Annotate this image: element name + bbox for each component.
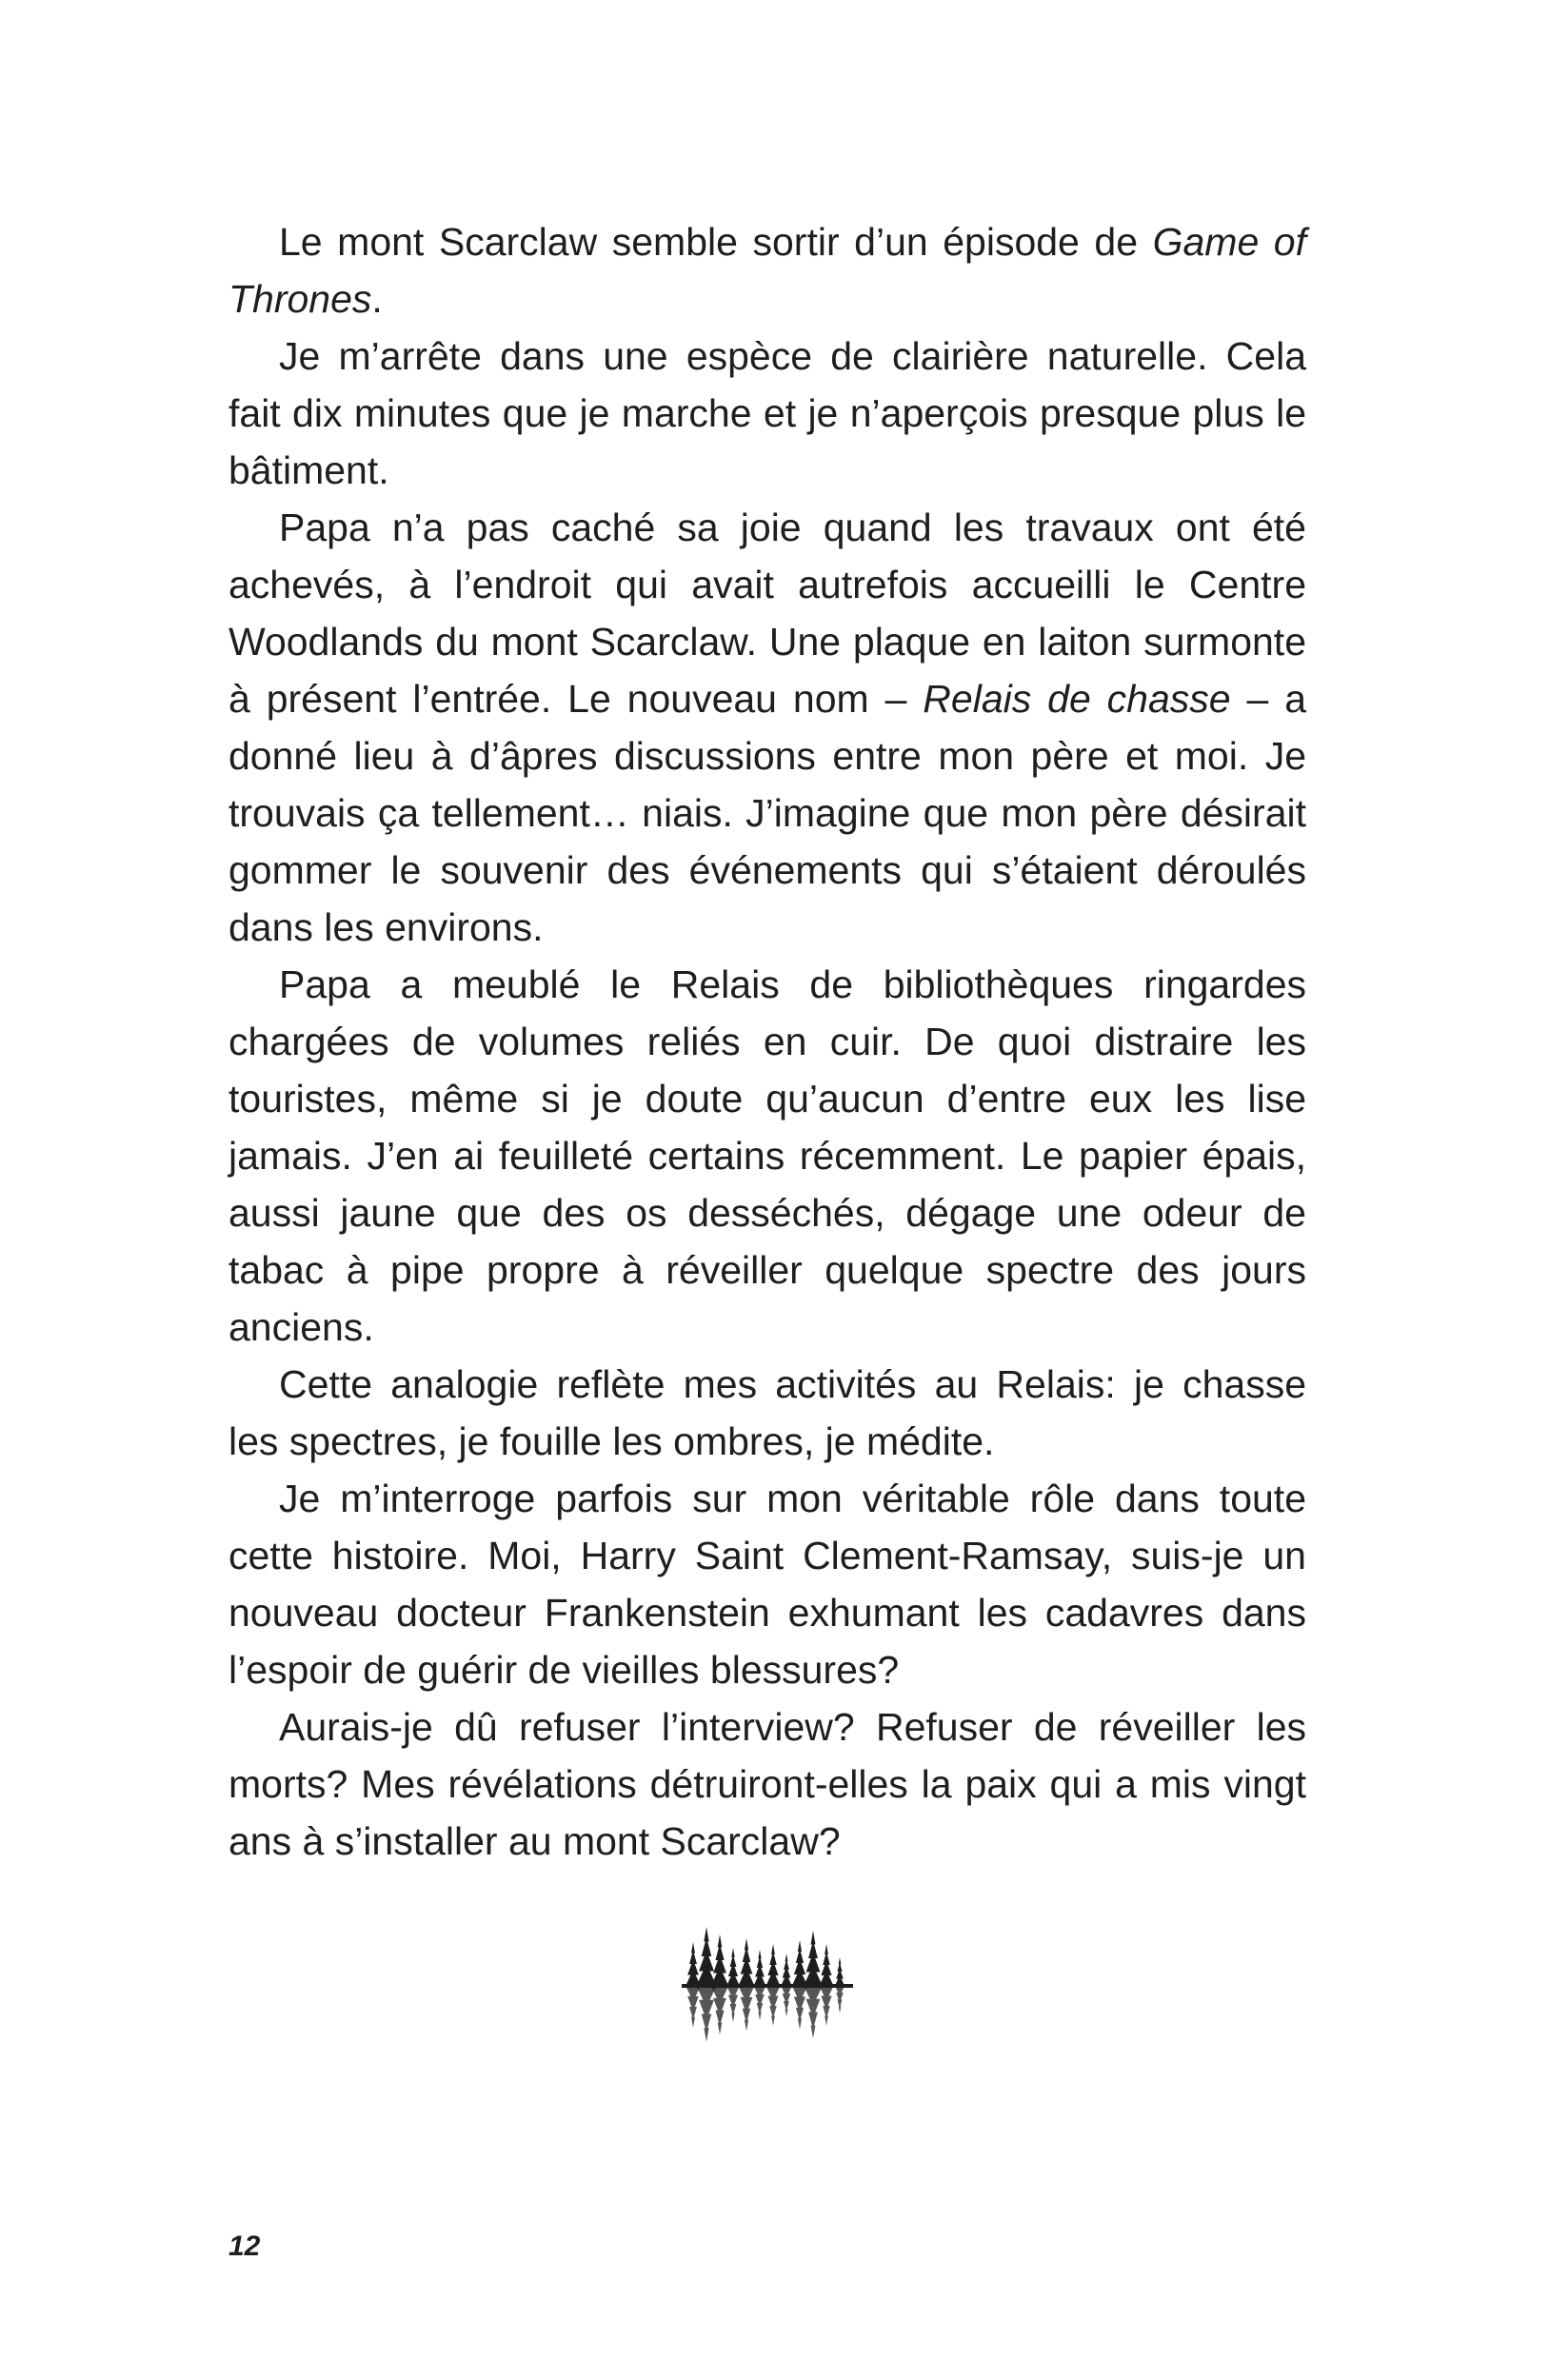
pine-tree-reflection xyxy=(766,1986,781,2026)
pine-tree xyxy=(804,1931,823,1986)
pine-tree xyxy=(754,1950,766,1986)
pine-tree xyxy=(792,1940,807,1986)
pine-tree-reflection xyxy=(696,1986,716,2042)
pine-tree-reflection xyxy=(792,1986,807,2030)
pine-tree-reflection xyxy=(726,1986,740,2022)
pine-tree-reflection xyxy=(820,1986,834,2026)
pine-forest-reflection-icon xyxy=(672,1914,863,2058)
italic-title: Game of Thrones xyxy=(229,220,1306,321)
paragraph-2 xyxy=(229,327,1306,499)
paragraph-7 xyxy=(229,1698,1306,1870)
text-run: Aurais-je dû refuser l’interview? Refuser de réveiller les morts? Mes révélations détruiront-elles la paix qui a mis vingt ans à s’installer au mont Scarclaw? xyxy=(229,1705,1306,1863)
text-run: Cette analogie reflète mes activités au Relais: je chasse les spectres, je fouille les ombres, je médite. xyxy=(229,1362,1306,1463)
paragraph-3 xyxy=(229,499,1306,956)
pine-tree xyxy=(766,1944,781,1986)
pine-tree xyxy=(739,1938,755,1986)
pine-tree-reflection xyxy=(804,1986,823,2038)
text-run: – a donné lieu à d’âpres discussions entre mon père et moi. Je trouvais ça tellement… niais. J’imagine que mon père désirait gommer le souvenir des événements qui s’étaient déroulés dans les environs. xyxy=(229,677,1307,949)
text-run: . xyxy=(371,277,383,321)
paragraph-6 xyxy=(229,1470,1306,1698)
pine-trees xyxy=(682,1927,853,2042)
paragraph-4 xyxy=(229,956,1306,1356)
paragraph-5 xyxy=(229,1356,1306,1470)
pine-tree xyxy=(781,1954,792,1986)
text-run: Je m’arrête dans une espèce de clairière naturelle. Cela fait dix minutes que je marche et je n’aperçois presque plus le bâtiment. xyxy=(229,334,1306,492)
pine-tree xyxy=(835,1957,845,1986)
text-run: Papa n’a pas caché sa joie quand les travaux ont été achevés, à l’endroit qui avait autrefois accueilli le Centre Woodlands du mont Scarclaw. Une plaque en laiton surmonte à présent l’entrée. Le nouveau nom – xyxy=(229,506,1306,721)
italic-name: Relais de chasse xyxy=(923,677,1231,721)
pine-tree xyxy=(686,1942,701,1986)
text-run: Papa a meublé le Relais de bibliothèques ringardes chargées de volumes reliés en cuir. De quoi distraire les touristes, même si je doute qu’aucun d’entre eux les lise jamais. J’en ai feuilleté certains récemment. Le papier épais, aussi jaune que des os desséchés, dégage une odeur de tabac à pipe propre à réveiller quelque spectre des jours anciens. xyxy=(229,962,1306,1349)
water-line xyxy=(682,1984,853,1988)
pine-tree-reflection xyxy=(711,1986,728,2034)
pine-tree xyxy=(711,1934,728,1986)
body-text xyxy=(229,213,1306,1870)
paragraph-1 xyxy=(229,213,1306,327)
pine-tree xyxy=(726,1948,740,1986)
pine-tree-reflection xyxy=(835,1986,845,2013)
pine-tree xyxy=(696,1927,716,1986)
pine-tree-reflection xyxy=(739,1986,755,2032)
pine-tree-reflection xyxy=(686,1986,701,2028)
pine-tree-reflection xyxy=(754,1986,766,2020)
text-run: Je m’interroge parfois sur mon véritable rôle dans toute cette histoire. Moi, Harry Saint Clement-Ramsay, suis-je un nouveau docteur Frankenstein exhumant les cadavres dans l’espoir de guérir de vieilles blessures? xyxy=(229,1477,1306,1692)
page-number: 12 xyxy=(229,2231,261,2262)
pine-tree xyxy=(820,1944,834,1986)
pine-tree-reflection xyxy=(781,1986,792,2016)
text-run: Le mont Scarclaw semble sortir d’un épisode de xyxy=(279,220,1153,264)
